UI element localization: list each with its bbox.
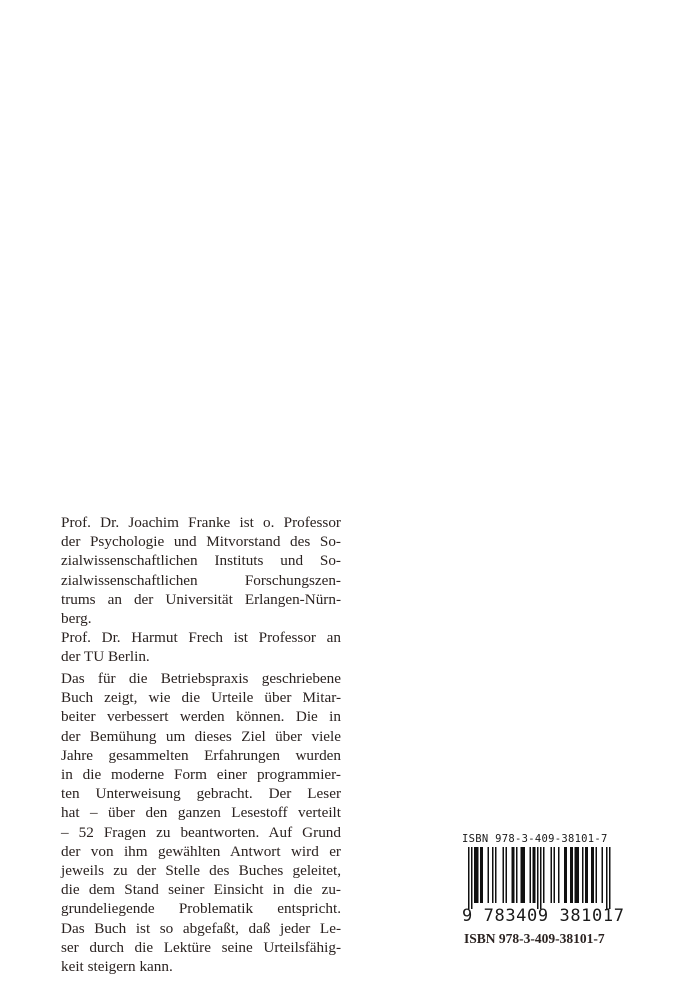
barcode-bar [476,847,478,903]
description-line: beiter verbessert werden können. Die in [61,708,341,726]
barcode-icon [462,847,614,909]
author-info-line: Prof. Dr. Harmut Frech ist Professor an [61,629,341,647]
barcode-isbn-label: ISBN 978-3-409-38101-7 [462,833,608,845]
description-line: jeweils zu der Stelle des Buches geleitet, [61,862,341,880]
author-info-line: zialwissenschaftlichen Instituts und So- [61,552,341,570]
barcode-bar [551,847,553,903]
barcode-bar [593,847,595,903]
description-line: Jahre gesammelten Erfahrungen wurden [61,746,341,764]
barcode-bar [512,847,514,903]
barcode-bar [495,847,497,903]
barcode-bar [488,847,490,903]
description-line: grundeliegende Problematik entspricht. [61,900,341,918]
barcode-bar [564,847,566,903]
description-line: Buch zeigt, wie die Urteile über Mitar- [61,689,341,707]
author-info-line: zialwissenschaftlichen Forschungszen- [61,571,341,589]
author-info-line: der TU Berlin. [61,648,150,666]
barcode-bar [513,847,515,903]
barcode-bar [503,847,505,903]
description-line: Das Buch ist so abgefaßt, daß jeder Le- [61,919,341,937]
barcode-digits: 9 783409 381017 [462,906,625,926]
barcode-bar [554,847,556,903]
barcode-bar [609,847,611,909]
description-line: – 52 Fragen zu beantworten. Auf Grund [61,823,341,841]
description-line: keit steigern kann. [61,958,173,976]
barcode-bar [587,847,589,903]
barcode-bar [606,847,608,909]
barcode-bar [570,847,572,903]
barcode-bar [558,847,560,903]
barcode-bar [534,847,536,903]
description-line: der von ihm gewählten Antwort wird er [61,842,341,860]
author-info [61,513,341,667]
barcode-bar [596,847,598,903]
barcode-bar [537,847,539,909]
author-info-line: Prof. Dr. Joachim Franke ist o. Professor [61,514,341,531]
barcode-bar [576,847,578,903]
barcode-bar [516,847,518,903]
barcode-bar [477,847,479,903]
author-info-line: berg. [61,610,92,628]
barcode-bar [591,847,593,903]
barcode-block [462,833,625,926]
author-info-line: der Psychologie und Mitvorstand des So- [61,533,341,551]
barcode-bar [524,847,526,903]
barcode-bar [521,847,523,903]
author-info-line: trums an der Universität Erlangen-Nürn- [61,590,341,608]
barcode-bar [492,847,494,903]
barcode-bar [533,847,535,903]
barcode-bar [566,847,568,903]
barcode-bar [575,847,577,903]
description-line: die dem Stand seiner Einsicht in die zu- [61,881,341,899]
barcode-bar [543,847,545,903]
description-line: hat – über den ganzen Lesestoff verteilt [61,804,341,822]
barcode-bar [480,847,482,903]
book-description [61,669,341,976]
barcode-bar [582,847,584,903]
barcode-bar [471,847,473,909]
barcode-bar [540,847,542,909]
description-line: Das für die Betriebspraxis geschriebene [61,670,341,687]
barcode-bar [530,847,532,903]
barcode-bar [474,847,476,903]
description-line: ten Unterweisung gebracht. Der Leser [61,785,341,803]
barcode-bar [522,847,524,903]
barcode-bar [578,847,580,903]
description-line: der Bemühung um dieses Ziel über viele [61,727,341,745]
barcode-bar [482,847,484,903]
description-line: ser durch die Lektüre seine Urteilsfähig- [61,938,341,956]
barcode-bar [468,847,470,909]
description-line: in die moderne Form einer programmier- [61,766,341,784]
isbn-footer: ISBN 978-3-409-38101-7 [464,931,605,946]
barcode-bar [506,847,508,903]
barcode-bar [572,847,574,903]
barcode-bar [602,847,604,903]
barcode-bar [585,847,587,903]
